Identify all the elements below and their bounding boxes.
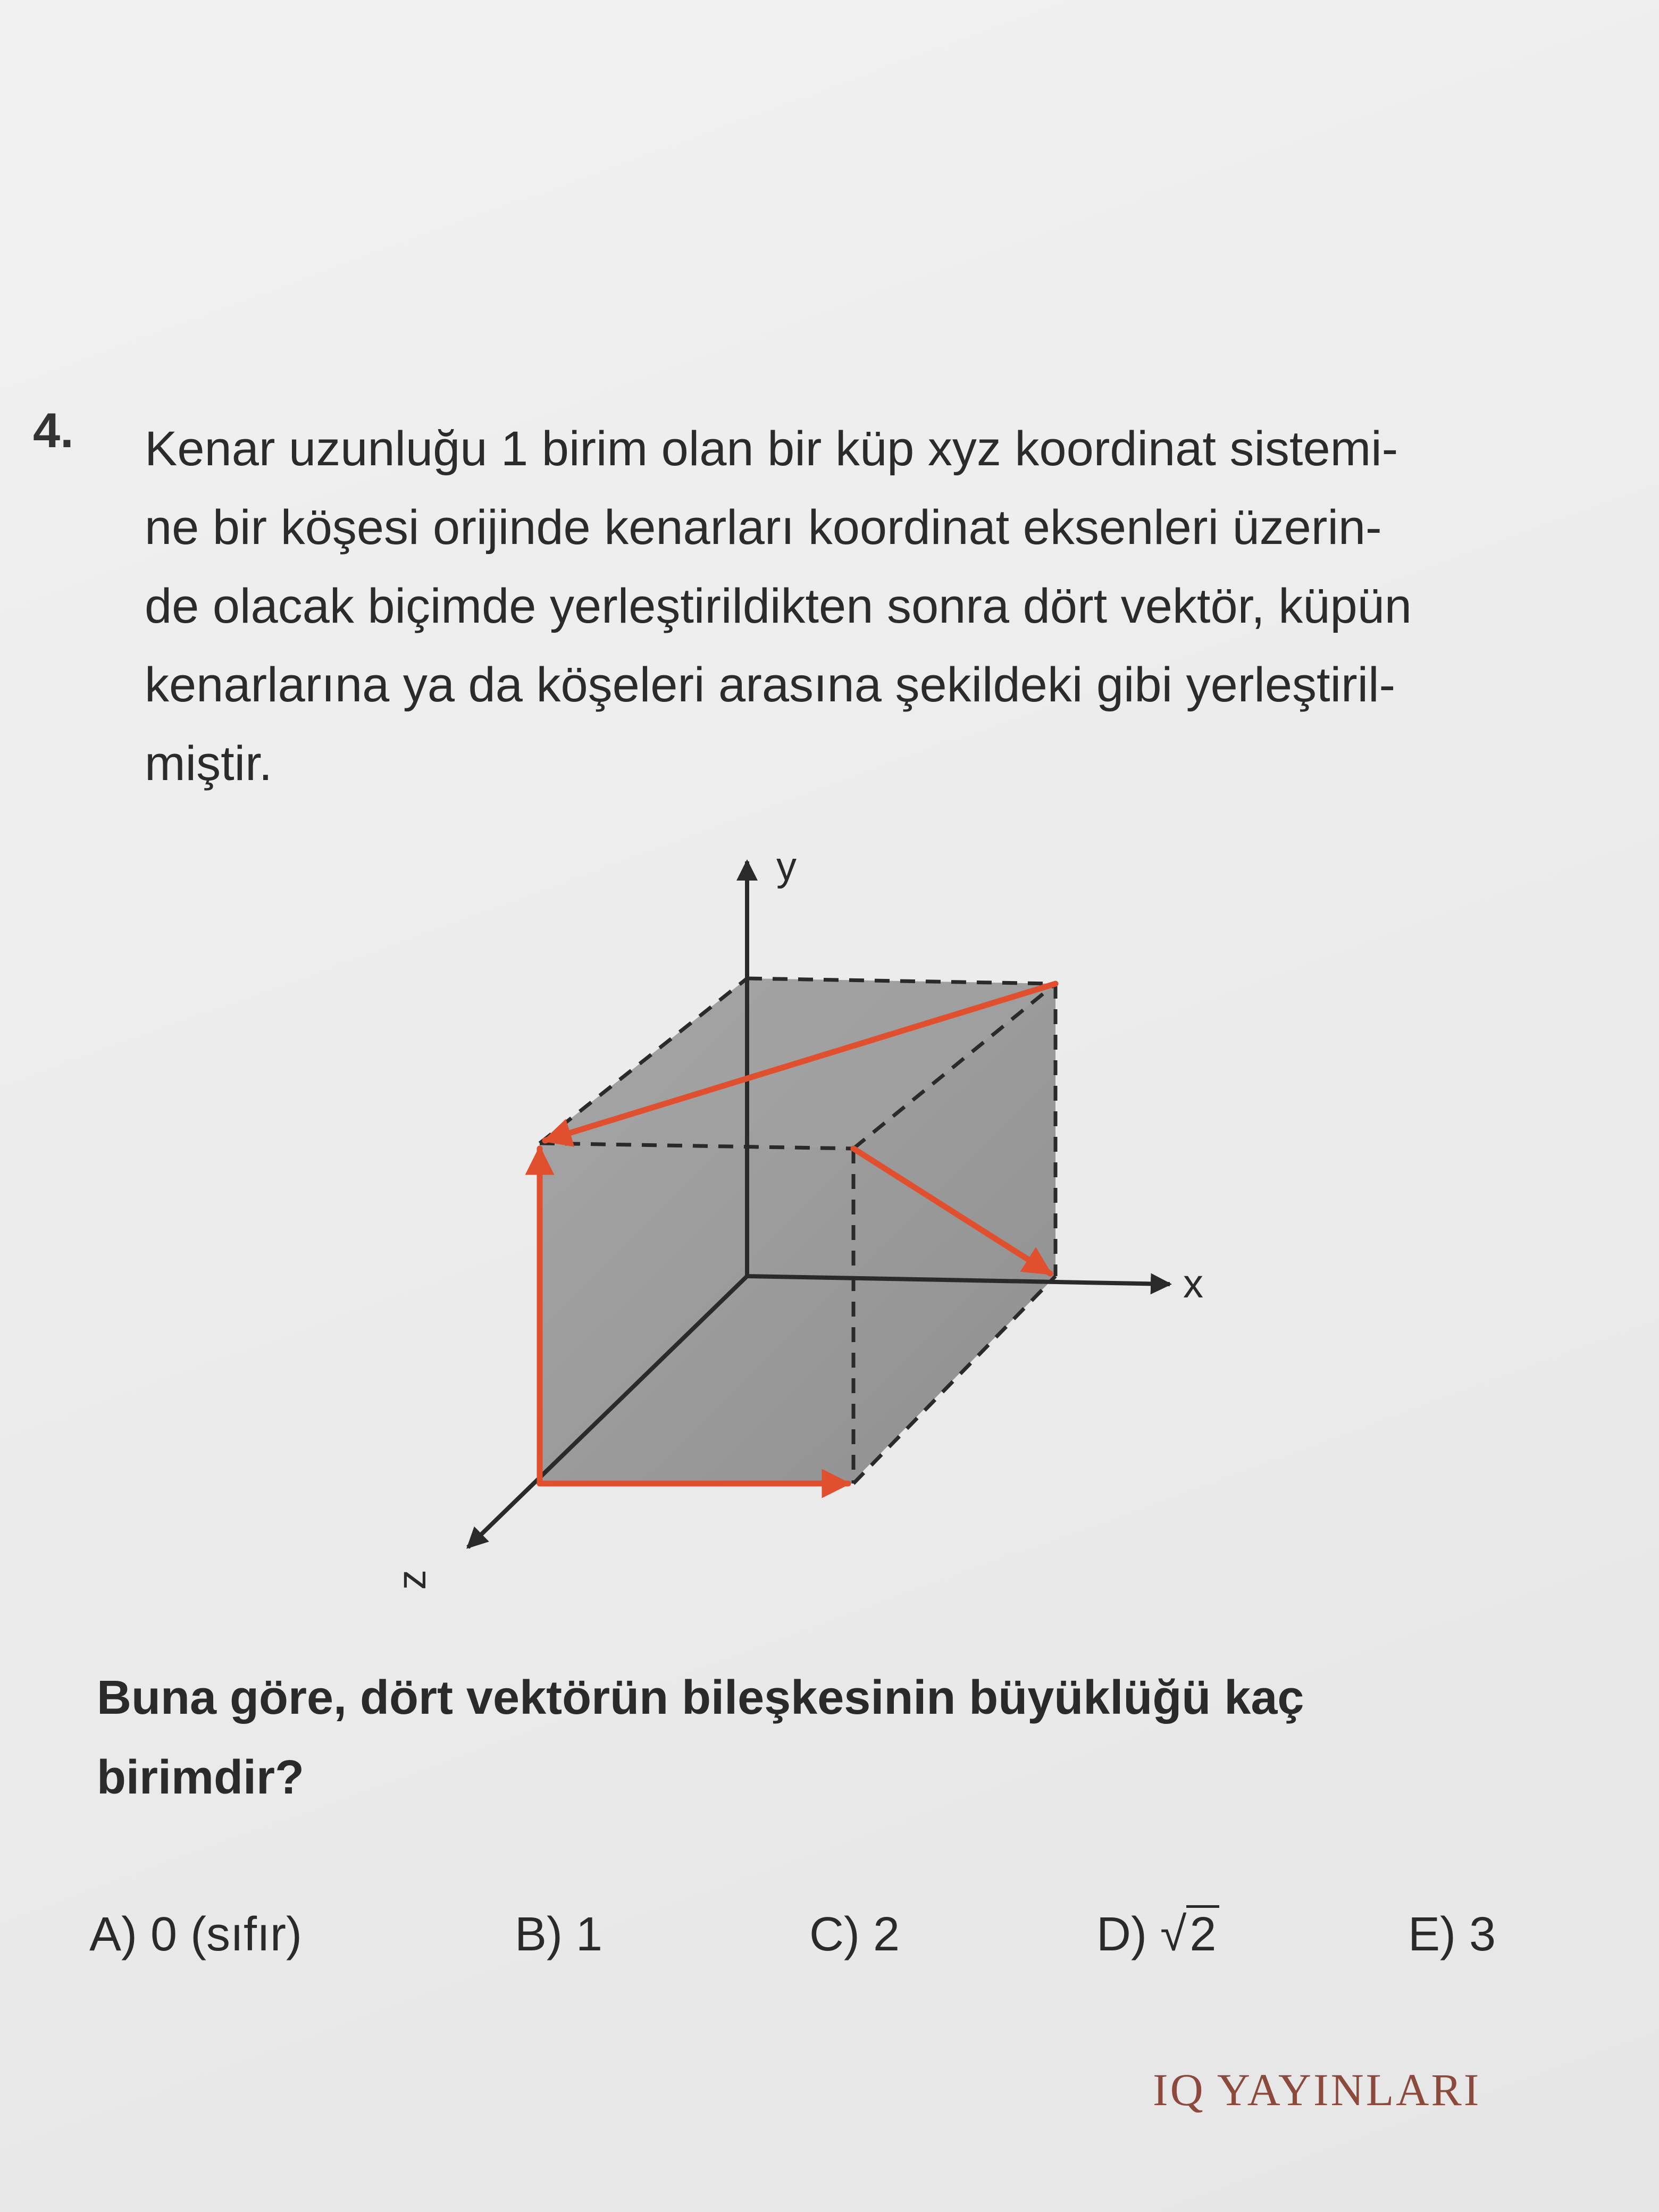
stem-line: ne bir köşesi orijinde kenarları koordinat eksenleri üzerin- [145, 500, 1382, 555]
cube-diagram [372, 830, 1223, 1627]
sqrt-symbol: √2 [1160, 1903, 1219, 1966]
option-b[interactable]: B) 1 [515, 1908, 603, 1961]
stem-line: de olacak biçimde yerleştirildikten sonra dört vektör, küpün [145, 579, 1412, 633]
stem-line: Kenar uzunluğu 1 birim olan bir küp xyz koordinat sistemi- [145, 422, 1398, 476]
option-d[interactable] [1096, 1903, 1219, 1966]
option-d-prefix: D) [1096, 1908, 1147, 1961]
axis-label-x: x [1183, 1261, 1203, 1306]
question-prompt [97, 1658, 1564, 1817]
prompt-line: Buna göre, dört vektörün bileşkesinin büyüklüğü kaç [97, 1671, 1304, 1724]
option-c[interactable]: C) 2 [809, 1908, 900, 1961]
option-d-radicand: 2 [1186, 1905, 1219, 1961]
stem-line: miştir. [145, 736, 273, 791]
axis-label-z: z [389, 1570, 434, 1590]
publisher-logo-text: IQ YAYINLARI [1153, 2064, 1481, 2115]
cube-vector-figure [372, 830, 1223, 1627]
question-number: 4. [33, 404, 74, 458]
answer-options [0, 1903, 1659, 1966]
stem-line: kenarlarına ya da köşeleri arasına şekildeki gibi yerleştiril- [145, 658, 1396, 712]
axis-label-y: y [776, 844, 797, 889]
option-e[interactable]: E) 3 [1408, 1908, 1496, 1961]
question-stem [145, 409, 1538, 803]
option-a[interactable]: A) 0 (sıfır) [89, 1908, 302, 1961]
prompt-line: birimdir? [97, 1751, 305, 1804]
